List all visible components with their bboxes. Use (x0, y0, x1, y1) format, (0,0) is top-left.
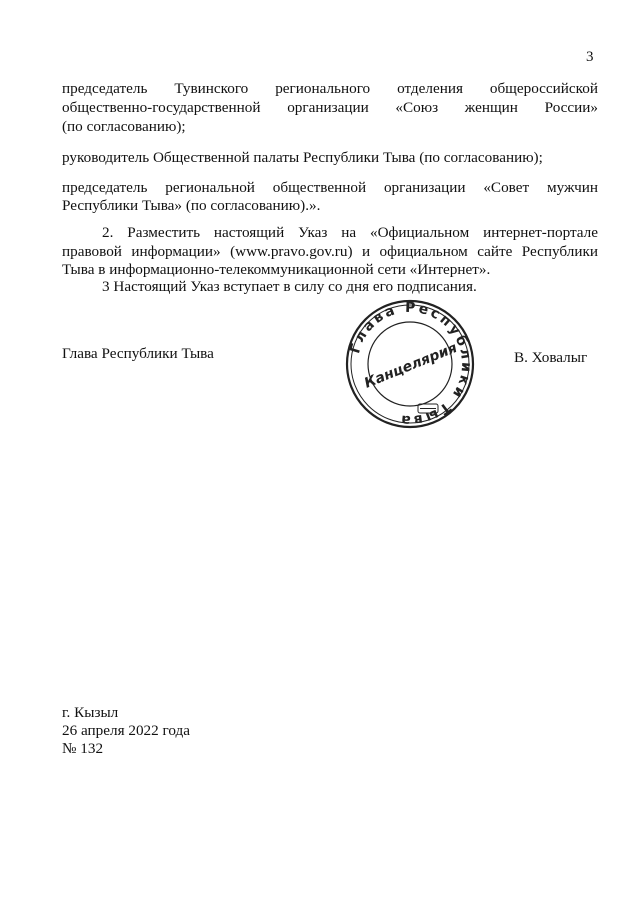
text-line: Республики Тыва» (по согласованию).». (62, 197, 321, 214)
text-line: правовой информации» (www.pravo.gov.ru) и официальном сайте Республики (62, 243, 598, 260)
paragraph-public-chamber-head: руководитель Общественной палаты Республики Тыва (по согласованию); (62, 149, 543, 166)
stamp-ring-text: Глава Республики Тыва (347, 299, 475, 429)
signatory-name: В. Ховалыг (514, 349, 588, 366)
page-number: 3 (586, 49, 594, 65)
text-line: 2. Разместить настоящий Указ на «Официальном интернет-портале (102, 224, 598, 241)
text-line: председатель региональной общественной организации «Совет мужчин (62, 179, 598, 196)
text-line: (по согласованию); (62, 118, 186, 135)
stamp-center-text: Канцелярия (362, 339, 460, 392)
paragraph-entry-into-force: 3 Настоящий Указ вступает в силу со дня его подписания. (102, 278, 477, 295)
text-line: председатель Тувинского регионального отделения общероссийской (62, 80, 598, 97)
text-line: общественно-государственной организации «Союз женщин России» (62, 99, 598, 116)
footer-date: 26 апреля 2022 года (62, 722, 190, 739)
official-stamp (344, 298, 476, 430)
text-line: Тыва в информационно-телекоммуникационной сети «Интернет». (62, 261, 491, 278)
footer-decree-number: № 132 (62, 740, 104, 757)
signature-position: Глава Республики Тыва (62, 345, 214, 362)
footer-city: г. Кызыл (62, 704, 119, 721)
